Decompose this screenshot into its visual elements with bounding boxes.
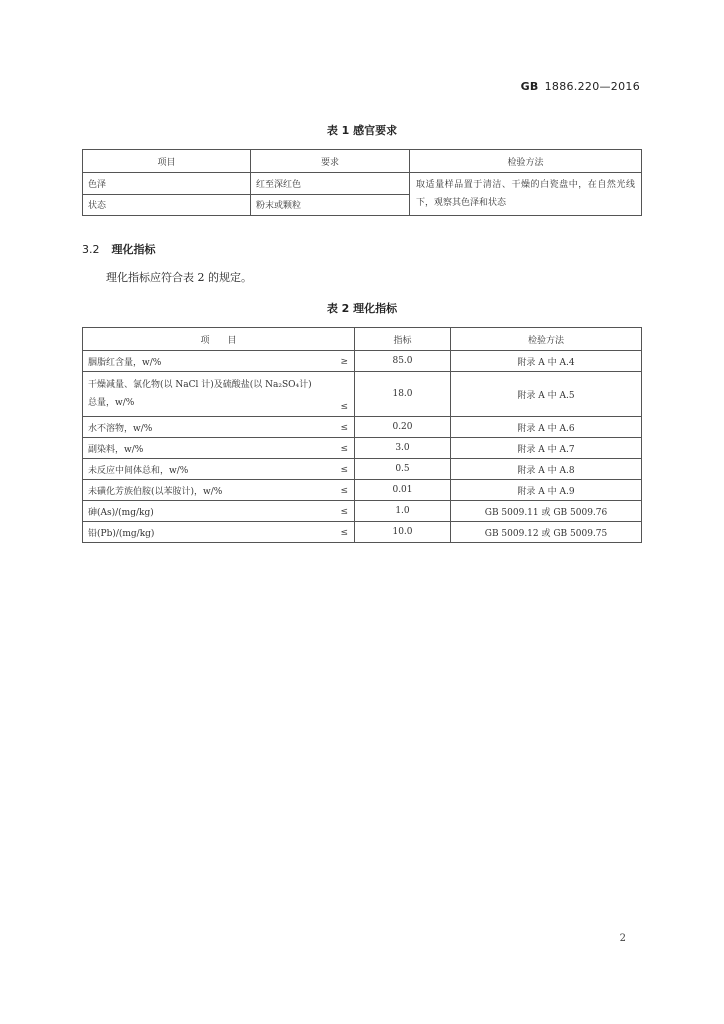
standard-prefix: GB [520,80,539,93]
row-method: 附录 A 中 A.7 [451,438,642,459]
column-header-method: 检验方法 [451,328,642,351]
item-text-line2: 总量，w/% [88,398,135,408]
row-value: 10.0 [355,522,451,543]
inspection-method: 取适量样品置于清洁、干燥的白瓷盘中，在自然光线下，观察其色泽和状态 [410,173,642,216]
table-row [83,372,642,417]
row-value: 0.5 [355,459,451,480]
row-requirement: 粉末或颗粒 [251,194,410,216]
section-title: 理化指标 [111,243,156,256]
section-number: 3.2 [82,243,100,256]
column-header-requirement: 要求 [251,150,410,173]
operator-symbol: ≤ [340,486,348,496]
row-item [83,438,355,459]
item-text: 铅(Pb)/(mg/kg) [88,528,155,539]
physicochemical-table [82,327,642,543]
row-item [83,372,355,417]
item-text-line1: 干燥减量、氯化物(以 NaCl 计)及硫酸盐(以 Na₂SO₄计) [88,380,312,390]
row-method: 附录 A 中 A.4 [451,351,642,372]
row-value: 85.0 [355,351,451,372]
row-item [83,501,355,522]
row-value: 18.0 [355,372,451,417]
item-text: 未磺化芳族伯胺(以苯胺计)，w/% [88,486,223,497]
column-header-item: 项目 [83,150,251,173]
table-row [83,501,642,522]
table1-title: 表 1 感官要求 [326,124,398,137]
row-item [83,480,355,501]
table-row [83,173,642,195]
row-value: 0.01 [355,480,451,501]
row-item [83,417,355,438]
table-header-row [83,328,642,351]
row-value: 1.0 [355,501,451,522]
row-item: 状态 [83,194,251,216]
item-text: 未反应中间体总和，w/% [88,465,189,476]
operator-symbol: ≤ [340,402,348,412]
item-text: 副染料，w/% [88,444,144,455]
sensory-requirements-table [82,149,642,216]
table-row [83,417,642,438]
row-method: 附录 A 中 A.8 [451,459,642,480]
row-item [83,459,355,480]
operator-symbol: ≤ [340,528,348,538]
row-method: GB 5009.12 或 GB 5009.75 [451,522,642,543]
table-header-row [83,150,642,173]
row-requirement: 红至深红色 [251,173,410,195]
table-row [83,459,642,480]
table-row [83,522,642,543]
row-item [83,522,355,543]
standard-code: 1886.220—2016 [544,80,640,93]
operator-symbol: ≤ [340,444,348,454]
item-text: 胭脂红含量，w/% [88,357,162,368]
table-row [83,480,642,501]
item-text: 砷(As)/(mg/kg) [88,507,154,518]
row-item [83,351,355,372]
operator-symbol: ≤ [340,507,348,517]
row-method: 附录 A 中 A.5 [451,372,642,417]
operator-symbol: ≥ [340,357,348,367]
operator-symbol: ≤ [340,423,348,433]
section-heading [82,241,156,257]
row-item: 色泽 [83,173,251,195]
body-paragraph: 理化指标应符合表 2 的规定。 [106,271,252,284]
column-header-value: 指标 [355,328,451,351]
operator-symbol: ≤ [340,465,348,475]
row-method: 附录 A 中 A.6 [451,417,642,438]
row-method: GB 5009.11 或 GB 5009.76 [451,501,642,522]
item-text: 水不溶物，w/% [88,423,153,434]
page-number: 2 [619,933,626,944]
table2-title: 表 2 理化指标 [326,302,398,315]
column-header-item: 项 目 [83,328,355,351]
row-value: 3.0 [355,438,451,459]
column-header-method: 检验方法 [410,150,642,173]
table-row [83,438,642,459]
standard-number [521,80,640,93]
table-row [83,351,642,372]
row-value: 0.20 [355,417,451,438]
row-method: 附录 A 中 A.9 [451,480,642,501]
